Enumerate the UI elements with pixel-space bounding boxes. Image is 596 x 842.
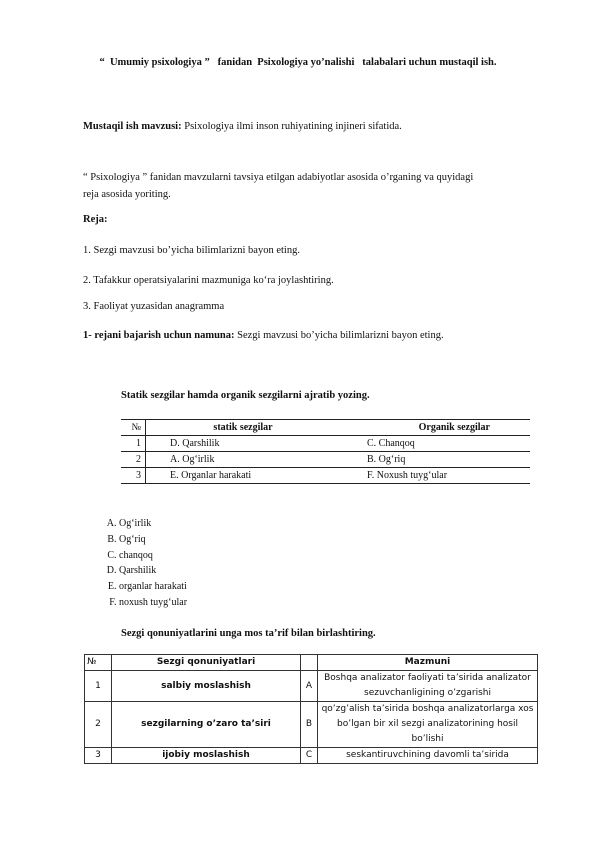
table-cell: ijobiy moslashish: [112, 748, 301, 764]
table-cell: 3: [85, 748, 112, 764]
table-row: [121, 436, 530, 452]
plan-item-1: 1. Sezgi mavzusi bo’yicha bilimlarizni bayon eting.: [83, 245, 300, 256]
table-cell: B. Og‘riq: [340, 452, 530, 468]
intro-line-2: reja asosida yoriting.: [83, 189, 171, 200]
sample-text: Sezgi mavzusi bo’yicha bilimlarizni bayon eting.: [234, 330, 444, 341]
task2-heading: Sezgi qonuniyatlarini unga mos ta’rif bilan birlashtiring.: [121, 628, 376, 639]
plan-item-3: 3. Faoliyat yuzasidan anagramma: [83, 301, 225, 312]
table-cell: C. Chanqoq: [340, 436, 530, 452]
table-cell: A. Og‘irlik: [146, 452, 341, 468]
table-cell: sezgilarning o’zaro ta’siri: [112, 702, 301, 748]
table-row: [121, 452, 530, 468]
table-header-row: [85, 655, 538, 671]
table-header-cell: statik sezgilar: [146, 420, 341, 436]
table-cell: F. Noxush tuyg‘ular: [340, 468, 530, 484]
sample-label: 1- rejani bajarish uchun namuna:: [83, 330, 235, 341]
task1-heading: Statik sezgilar hamda organik sezgilarni ajratib yozing.: [121, 390, 370, 401]
laws-table: [84, 654, 538, 764]
table-cell: Boshqa analizator faoliyati ta’sirida analizator sezuvchanligining o’zgarishi: [318, 671, 538, 702]
table-cell: seskantiruvchining davomli ta’sirida: [318, 748, 538, 764]
table-row: [121, 468, 530, 484]
topic-line: [83, 121, 402, 132]
table-header-cell: Organik sezgilar: [340, 420, 530, 436]
table-row: [85, 748, 538, 764]
plan-item-2: 2. Tafakkur operatsiyalarini mazmuniga ko‘ra joylashtiring.: [83, 275, 334, 286]
table-header-cell: Sezgi qonuniyatlari: [112, 655, 301, 671]
table-cell: B: [301, 702, 318, 748]
list-item: A. Og‘irlik: [119, 516, 187, 532]
sensations-table: [121, 419, 530, 484]
table-row: [85, 702, 538, 748]
table-header-row: [121, 420, 530, 436]
table-cell: 1: [85, 671, 112, 702]
table-cell: 1: [121, 436, 146, 452]
page-title: “ Umumiy psixologiya ” fanidan Psixologiya yo’nalishi talabalari uchun mustaqil ish.: [99, 57, 497, 68]
plan-heading: Reja:: [83, 214, 108, 225]
table-cell: 3: [121, 468, 146, 484]
table-cell: salbiy moslashish: [112, 671, 301, 702]
list-item: F. noxush tuyg‘ular: [119, 595, 187, 611]
list-item: E. organlar harakati: [119, 579, 187, 595]
table-cell: D. Qarshilik: [146, 436, 341, 452]
table-cell: qo’zg’alish ta’sirida boshqa analizatorlarga xos bo’lgan bir xil sezgi analizatorining hosil bo’lishi: [318, 702, 538, 748]
list-item: C. chanqoq: [119, 548, 187, 564]
list-item: D. Qarshilik: [119, 563, 187, 579]
table-header-cell: №: [121, 420, 146, 436]
options-list: [87, 516, 187, 611]
table-cell: E. Organlar harakati: [146, 468, 341, 484]
intro-line-1: “ Psixologiya ” fanidan mavzularni tavsiya etilgan adabiyotlar asosida o’rganing va quyidagi: [83, 172, 474, 183]
table-cell: C: [301, 748, 318, 764]
table-header-cell: №: [85, 655, 112, 671]
table-cell: 2: [121, 452, 146, 468]
topic-label: Mustaqil ish mavzusi:: [83, 121, 182, 132]
table-header-cell: Mazmuni: [318, 655, 538, 671]
list-item: B. Og‘riq: [119, 532, 187, 548]
table-cell: 2: [85, 702, 112, 748]
table-row: [85, 671, 538, 702]
sample-line: [83, 330, 444, 341]
table-cell: A: [301, 671, 318, 702]
table-header-cell: [301, 655, 318, 671]
topic-text: Psixologiya ilmi inson ruhiyatining injineri sifatida.: [181, 121, 402, 132]
